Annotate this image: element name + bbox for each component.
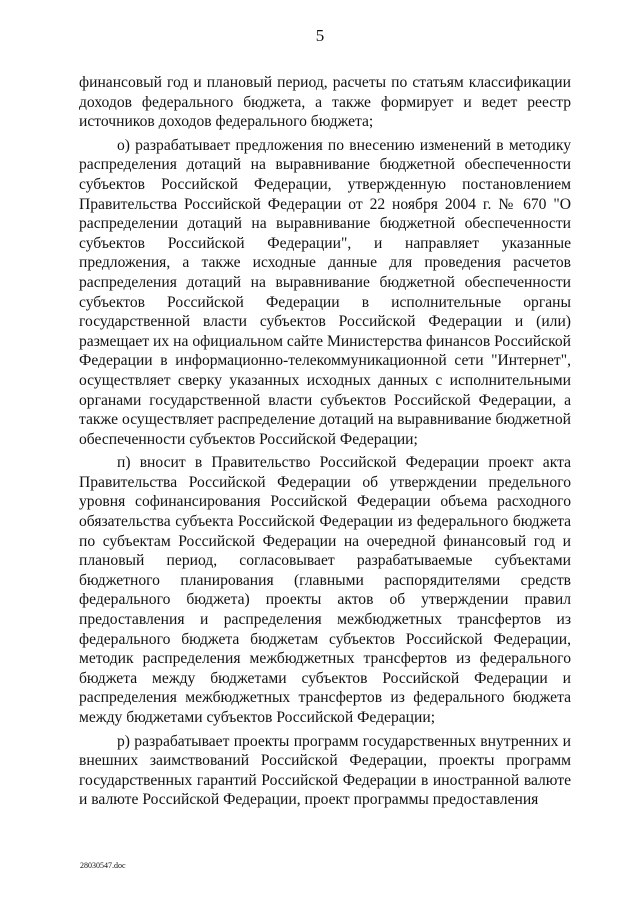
page-number: 5 [315, 26, 325, 45]
document-body [79, 73, 571, 814]
document-file-id: 28030547.doc [80, 861, 126, 870]
paragraph-r: р) разрабатывает проекты программ государственных внутренних и внешних заимствований Российской Федерации, проекты программ государственных гарантий Российской Федерации в иностранной валюте и валюте Российской Федерации, проект программы предоставления [79, 732, 571, 809]
paragraph-continuation: финансовый год и плановый период, расчеты по статьям классификации доходов федерального бюджета, а также формирует и ведет реестр источников доходов федерального бюджета; [79, 74, 571, 131]
paragraph-p: п) вносит в Правительство Российской Федерации проект акта Правительства Российской Федерации об утверждении предельного уровня софинансирования Российской Федерации объема расходного обязательства субъекта Российской Федерации из федерального бюджета по субъектам Российской Федерации на очередной финансовый год и плановый период, согласовывает разрабатываемые субъектами бюджетного планирования (главными распорядителями средств федерального бюджета) проекты актов об утверждении правил предоставления и распределения межбюджетных трансфертов из федерального бюджета бюджетам субъектов Российской Федерации, методик распределения межбюджетных трансфертов из федерального бюджета между бюджетами субъектов Российской Федерации и распределения межбюджетных трансфертов из федерального бюджета между бюджетами субъектов Российской Федерации; [79, 454, 571, 726]
paragraph-o: о) разрабатывает предложения по внесению изменений в методику распределения дотаций на выравнивание бюджетной обеспеченности субъектов Российской Федерации, утвержденную постановлением Правительства Российской Федерации от 22 ноября 2004 г. № 670 "О распределении дотаций на выравнивание бюджетной обеспеченности субъектов Российской Федерации", и направляет указанные предложения, а также исходные данные для проведения расчетов распределения дотаций на выравнивание бюджетной обеспеченности субъектов Российской Федерации в исполнительные органы государственной власти субъектов Российской Федерации и (или) размещает их на официальном сайте Министерства финансов Российской Федерации в информационно-телекоммуникационной сети "Интернет", осуществляет сверку указанных исходных данных с исполнительными органами государственной власти субъектов Российской Федерации, а также осуществляет распределение дотаций на выравнивание бюджетной обеспеченности субъектов Российской Федерации; [79, 136, 571, 448]
